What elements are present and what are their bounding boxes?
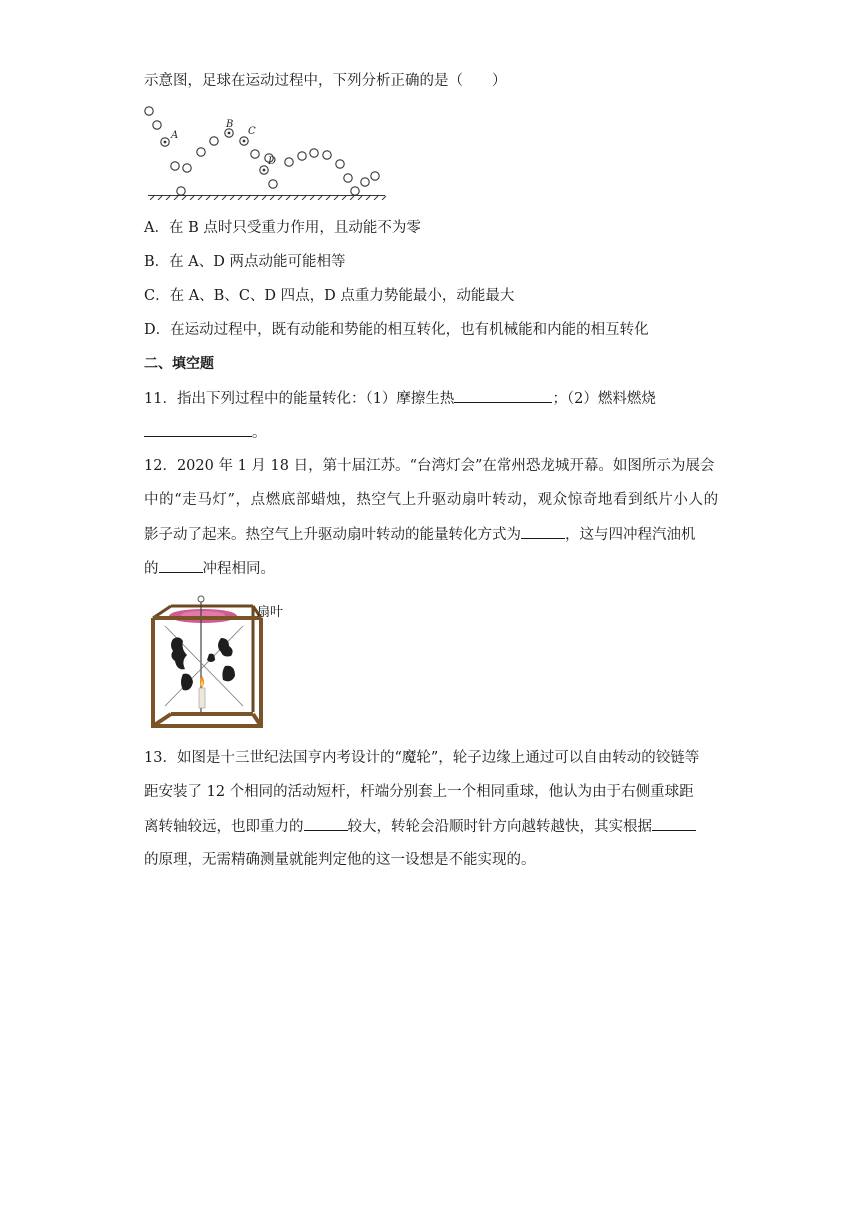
label-a: A bbox=[171, 130, 179, 141]
q11-answer-blank-1[interactable] bbox=[454, 387, 552, 403]
ground bbox=[148, 196, 386, 201]
ball bbox=[336, 160, 344, 168]
q10-option-d: D．在运动过程中，既有动能和势能的相互转化，也有机械能和内能的相互转化 bbox=[144, 322, 649, 338]
fan-blade-label: 扇叶 bbox=[257, 605, 284, 620]
q10-stem: 示意图，足球在运动过程中，下列分析正确的是（ ） bbox=[144, 73, 507, 89]
ball bbox=[285, 158, 293, 166]
q11-line2 bbox=[144, 421, 267, 444]
ball bbox=[183, 164, 191, 172]
label-d: D bbox=[268, 156, 277, 167]
ball bbox=[371, 172, 379, 180]
ball bbox=[177, 187, 185, 195]
q10-option-c: C．在 A、B、C、D 四点，D 点重力势能最小，动能最大 bbox=[144, 288, 515, 304]
q11-answer-blank-2[interactable] bbox=[144, 421, 252, 437]
ball bbox=[210, 137, 218, 145]
ball bbox=[145, 107, 153, 115]
q11-part2: ；（2）燃料燃烧 bbox=[552, 391, 656, 407]
q12-line4b: 冲程相同。 bbox=[202, 561, 275, 577]
q12-line4 bbox=[144, 557, 275, 580]
ball bbox=[251, 150, 259, 158]
section-title: 二、填空题 bbox=[144, 356, 214, 372]
lantern-figure bbox=[143, 594, 293, 734]
q13-answer-blank-1[interactable] bbox=[304, 815, 348, 831]
q13-line4: 的原理，无需精确测量就能判定他的这一设想是不能实现的。 bbox=[144, 852, 536, 868]
q12-line2: 中的“走马灯”，点燃底部蜡烛，热空气上升驱动扇叶转动，观众惊奇地看到纸片小人的 bbox=[144, 492, 719, 508]
ball bbox=[361, 178, 369, 186]
ball bbox=[269, 180, 277, 188]
q13-line3 bbox=[144, 815, 696, 838]
q10-trajectory-figure bbox=[140, 100, 390, 200]
label-c: C bbox=[248, 126, 256, 137]
q10-option-a: A．在 B 点时只受重力作用，且动能不为零 bbox=[144, 220, 421, 236]
q12-answer-blank-1[interactable] bbox=[521, 523, 565, 539]
q11-line1 bbox=[144, 387, 656, 410]
ball bbox=[344, 174, 352, 182]
label-b: B bbox=[226, 119, 234, 130]
ball bbox=[197, 148, 205, 156]
q12-line3a: 影子动了起来。热空气上升驱动扇叶转动的能量转化方式为 bbox=[144, 527, 521, 543]
q13-line1: 13．如图是十三世纪法国亨内考设计的“魔轮”，轮子边缘上通过可以自由转动的铰链等 bbox=[144, 750, 700, 766]
q11-end: 。 bbox=[252, 425, 267, 441]
ball bbox=[153, 121, 161, 129]
ball bbox=[351, 187, 359, 195]
q12-line3 bbox=[144, 523, 696, 546]
q12-line4a: 的 bbox=[144, 561, 159, 577]
ball bbox=[323, 151, 331, 159]
q12-line3b: ，这与四冲程汽油机 bbox=[565, 527, 696, 543]
q13-line3a: 离转轴较远，也即重力的 bbox=[144, 819, 304, 835]
q12-line1: 12．2020 年 1 月 18 日，第十届江苏。“台湾灯会”在常州恐龙城开幕。如图所示为展会 bbox=[144, 458, 715, 474]
candle bbox=[199, 688, 205, 708]
ball bbox=[310, 149, 318, 157]
q10-option-b: B．在 A、D 两点动能可能相等 bbox=[144, 254, 346, 270]
ball bbox=[298, 152, 306, 160]
q12-answer-blank-2[interactable] bbox=[159, 557, 203, 573]
ball bbox=[171, 162, 179, 170]
q13-line3b: 较大，转轮会沿顺时针方向越转越快，其实根据 bbox=[347, 819, 652, 835]
q13-answer-blank-2[interactable] bbox=[652, 815, 696, 831]
q11-part1: 11．指出下列过程中的能量转化：（1）摩擦生热 bbox=[144, 391, 455, 407]
q13-line2: 距安装了 12 个相同的活动短杆，杆端分别套上一个相同重球，他认为由于右侧重球距 bbox=[144, 784, 694, 800]
